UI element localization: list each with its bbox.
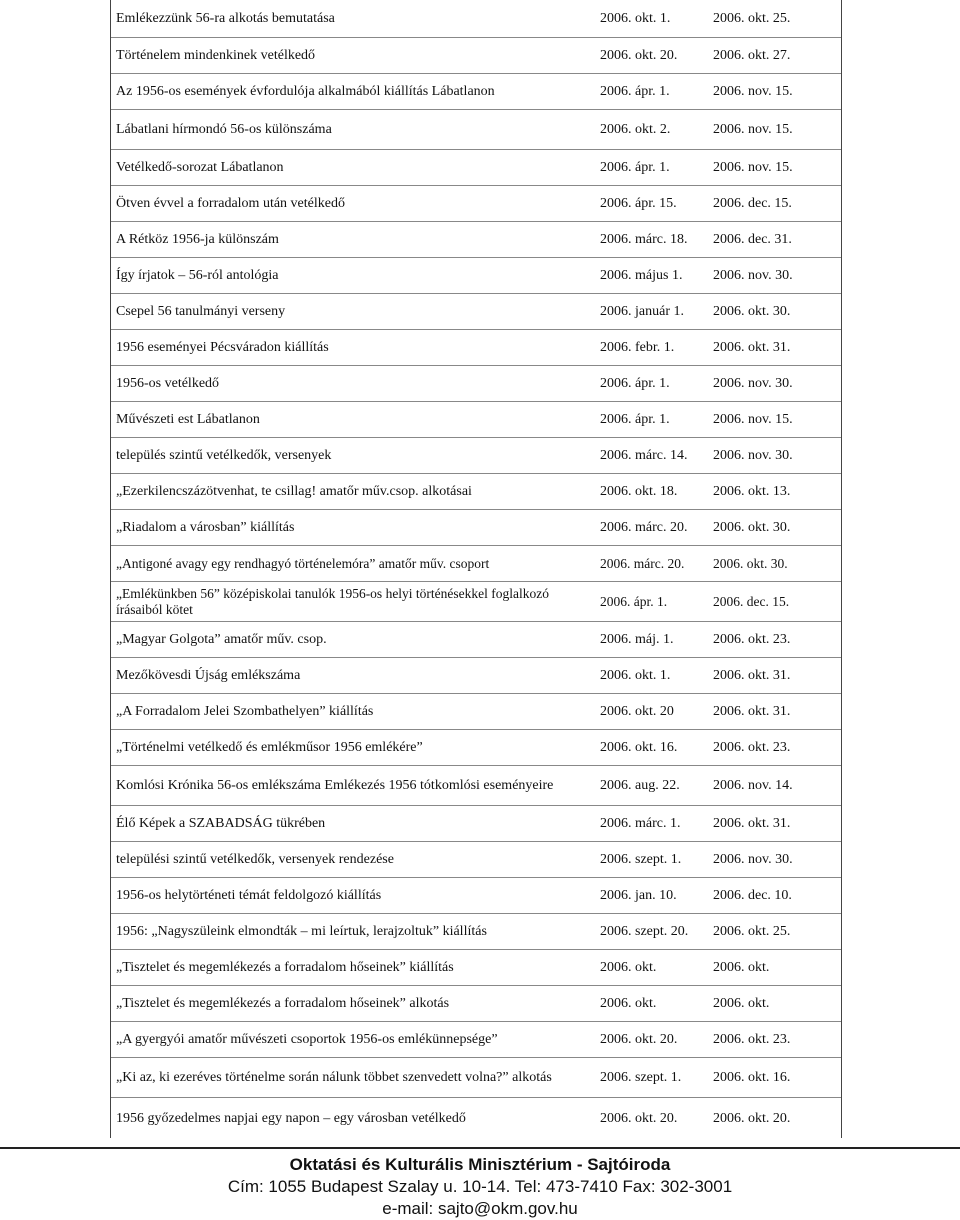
footer-email: e-mail: sajto@okm.gov.hu bbox=[382, 1199, 578, 1218]
event-end-date: 2006. okt. 20. bbox=[713, 1110, 791, 1126]
event-start-date: 2006. okt. 20. bbox=[600, 48, 678, 63]
event-start-date: 2006. márc. 20. bbox=[600, 520, 688, 535]
table-row bbox=[111, 510, 841, 546]
event-title: 1956-os helytörténeti témát feldolgozó kiállítás bbox=[116, 888, 382, 903]
event-end-date: 2006. okt. 16. bbox=[713, 1070, 791, 1085]
table-row bbox=[111, 766, 841, 806]
event-title: Így írjatok – 56-ról antológia bbox=[116, 268, 279, 283]
table-row bbox=[111, 0, 841, 38]
table-row bbox=[111, 74, 841, 110]
footer-address: Cím: 1055 Budapest Szalay u. 10-14. Tel: 473-7410 Fax: 302-3001 bbox=[227, 1177, 733, 1196]
event-end-date: 2006. okt. bbox=[713, 996, 770, 1011]
event-title: „Tisztelet és megemlékezés a forradalom hőseinek” alkotás bbox=[116, 996, 450, 1011]
event-title: Komlósi Krónika 56-os emlékszáma Emlékezés 1956 tótkomlósi eseményeire bbox=[116, 778, 554, 793]
table-row bbox=[111, 1058, 841, 1098]
event-title: Történelem mindenkinek vetélkedő bbox=[116, 48, 316, 63]
event-start-date: 2006. május 1. bbox=[600, 268, 683, 283]
event-start-date: 2006. okt. 20. bbox=[600, 1110, 678, 1126]
event-end-date: 2006. okt. 31. bbox=[713, 704, 791, 719]
event-start-date: 2006. máj. 1. bbox=[600, 632, 674, 647]
event-end-date: 2006. nov. 15. bbox=[713, 84, 793, 99]
event-end-date: 2006. nov. 15. bbox=[713, 122, 793, 137]
event-end-date: 2006. okt. 30. bbox=[713, 520, 791, 535]
event-title: „Magyar Golgota” amatőr műv. csop. bbox=[116, 632, 327, 647]
event-end-date: 2006. dec. 31. bbox=[713, 232, 792, 247]
footer-organization: Oktatási és Kulturális Minisztérium - Sajtóiroda bbox=[289, 1155, 671, 1174]
event-title: település szintű vetélkedők, versenyek bbox=[116, 448, 332, 463]
table-row bbox=[111, 842, 841, 878]
event-start-date: 2006. szept. 20. bbox=[600, 924, 689, 939]
event-start-date: 2006. febr. 1. bbox=[600, 340, 675, 355]
event-end-date: 2006. okt. 25. bbox=[713, 11, 791, 26]
event-title: Csepel 56 tanulmányi verseny bbox=[116, 304, 286, 319]
table-row bbox=[111, 694, 841, 730]
event-title: Élő Képek a SZABADSÁG tükrében bbox=[116, 816, 326, 831]
table-row bbox=[111, 878, 841, 914]
event-start-date: 2006. szept. 1. bbox=[600, 852, 682, 867]
event-end-date: 2006. okt. 23. bbox=[713, 1032, 791, 1047]
table-row bbox=[111, 582, 841, 622]
table-row bbox=[111, 402, 841, 438]
table-row bbox=[111, 330, 841, 366]
table-row bbox=[111, 806, 841, 842]
table-row bbox=[111, 258, 841, 294]
event-title: 1956 győzedelmes napjai egy napon – egy városban vetélkedő bbox=[116, 1110, 466, 1126]
event-start-date: 2006. okt. 1. bbox=[600, 668, 671, 683]
event-start-date: 2006. okt. 2. bbox=[600, 122, 671, 137]
table-row bbox=[111, 1098, 841, 1138]
event-start-date: 2006. ápr. 15. bbox=[600, 196, 677, 211]
table-row bbox=[111, 1022, 841, 1058]
event-start-date: 2006. okt. bbox=[600, 996, 657, 1011]
event-title: 1956 eseményei Pécsváradon kiállítás bbox=[116, 340, 329, 355]
event-start-date: 2006. okt. 16. bbox=[600, 740, 678, 755]
event-start-date: 2006. okt. 20 bbox=[600, 704, 674, 719]
event-start-date: 2006. okt. 18. bbox=[600, 484, 678, 499]
event-title: A Rétköz 1956-ja különszám bbox=[116, 232, 279, 247]
event-title: Ötven évvel a forradalom után vetélkedő bbox=[116, 196, 345, 211]
event-start-date: 2006. január 1. bbox=[600, 304, 684, 319]
event-title: Lábatlani hírmondó 56-os különszáma bbox=[116, 122, 332, 137]
table-row bbox=[111, 150, 841, 186]
table-row bbox=[111, 110, 841, 150]
event-title: „Antigoné avagy egy rendhagyó történelemóra” amatőr műv. csoport bbox=[116, 555, 490, 571]
event-start-date: 2006. okt. 1. bbox=[600, 11, 671, 26]
table-row bbox=[111, 950, 841, 986]
event-end-date: 2006. okt. 31. bbox=[713, 340, 791, 355]
event-end-date: 2006. okt. 30. bbox=[713, 304, 791, 319]
event-end-date: 2006. okt. 31. bbox=[713, 816, 791, 831]
event-start-date: 2006. márc. 18. bbox=[600, 232, 688, 247]
event-title: Vetélkedő-sorozat Lábatlanon bbox=[116, 160, 284, 175]
event-end-date: 2006. okt. 13. bbox=[713, 484, 791, 499]
event-end-date: 2006. nov. 30. bbox=[713, 448, 793, 463]
event-start-date: 2006. aug. 22. bbox=[600, 778, 680, 793]
event-title: Emlékezzünk 56-ra alkotás bemutatása bbox=[116, 11, 335, 26]
table-row bbox=[111, 914, 841, 950]
table-row bbox=[111, 474, 841, 510]
event-end-date: 2006. dec. 10. bbox=[713, 888, 792, 903]
event-title: „Tisztelet és megemlékezés a forradalom hőseinek” kiállítás bbox=[116, 960, 454, 975]
table-row bbox=[111, 658, 841, 694]
event-end-date: 2006. nov. 30. bbox=[713, 268, 793, 283]
event-end-date: 2006. dec. 15. bbox=[713, 196, 792, 211]
event-end-date: 2006. nov. 14. bbox=[713, 778, 793, 793]
table-row bbox=[111, 222, 841, 258]
event-start-date: 2006. márc. 1. bbox=[600, 816, 681, 831]
event-title: „Riadalom a városban” kiállítás bbox=[116, 520, 295, 535]
table-row bbox=[111, 366, 841, 402]
event-start-date: 2006. márc. 14. bbox=[600, 448, 688, 463]
event-end-date: 2006. okt. 30. bbox=[713, 555, 788, 571]
event-title: Művészeti est Lábatlanon bbox=[116, 412, 260, 427]
table-row bbox=[111, 186, 841, 222]
table-row bbox=[111, 38, 841, 74]
event-end-date: 2006. okt. 31. bbox=[713, 668, 791, 683]
table-row bbox=[111, 546, 841, 582]
event-end-date: 2006. okt. 23. bbox=[713, 740, 791, 755]
event-start-date: 2006. ápr. 1. bbox=[600, 160, 670, 175]
event-end-date: 2006. okt. 25. bbox=[713, 924, 791, 939]
table-row bbox=[111, 730, 841, 766]
event-title: „Emlékünkben 56” középiskolai tanulók 1956-os helyi történésekkel foglalkozó írásaiból kötet bbox=[116, 585, 550, 617]
event-start-date: 2006. jan. 10. bbox=[600, 888, 677, 903]
event-end-date: 2006. nov. 30. bbox=[713, 376, 793, 391]
event-end-date: 2006. okt. 23. bbox=[713, 632, 791, 647]
event-title: „A Forradalom Jelei Szombathelyen” kiállítás bbox=[116, 704, 374, 719]
table-row bbox=[111, 438, 841, 474]
event-start-date: 2006. márc. 20. bbox=[600, 555, 685, 571]
event-start-date: 2006. ápr. 1. bbox=[600, 412, 670, 427]
table-row bbox=[111, 294, 841, 330]
event-title: „A gyergyói amatőr művészeti csoportok 1956-os emlékünnepsége” bbox=[116, 1032, 498, 1047]
event-start-date: 2006. okt. bbox=[600, 960, 657, 975]
event-title: Mezőkövesdi Újság emlékszáma bbox=[116, 668, 301, 683]
event-end-date: 2006. nov. 15. bbox=[713, 412, 793, 427]
event-start-date: 2006. ápr. 1. bbox=[600, 376, 670, 391]
table-row bbox=[111, 986, 841, 1022]
footer bbox=[0, 1147, 960, 1220]
event-start-date: 2006. szept. 1. bbox=[600, 1070, 682, 1085]
events-table bbox=[110, 0, 842, 1138]
event-end-date: 2006. okt. 27. bbox=[713, 48, 791, 63]
event-title: települési szintű vetélkedők, versenyek rendezése bbox=[116, 852, 394, 867]
table-row bbox=[111, 622, 841, 658]
event-start-date: 2006. ápr. 1. bbox=[600, 84, 670, 99]
event-start-date: 2006. okt. 20. bbox=[600, 1032, 678, 1047]
event-end-date: 2006. dec. 15. bbox=[713, 593, 790, 609]
event-title: „Történelmi vetélkedő és emlékműsor 1956 emlékére” bbox=[116, 740, 423, 755]
event-end-date: 2006. nov. 30. bbox=[713, 852, 793, 867]
event-end-date: 2006. okt. bbox=[713, 960, 770, 975]
event-title: 1956-os vetélkedő bbox=[116, 376, 220, 391]
event-title: 1956: „Nagyszüleink elmondták – mi leírtuk, lerajzoltuk” kiállítás bbox=[116, 924, 487, 939]
event-title: Az 1956-os események évfordulója alkalmából kiállítás Lábatlanon bbox=[116, 84, 495, 99]
event-start-date: 2006. ápr. 1. bbox=[600, 593, 668, 609]
event-end-date: 2006. nov. 15. bbox=[713, 160, 793, 175]
event-title: „Ki az, ki ezeréves történelme során nálunk többet szenvedett volna?” alkotás bbox=[116, 1070, 552, 1085]
event-title: „Ezerkilencszázötvenhat, te csillag! amatőr műv.csop. alkotásai bbox=[116, 484, 472, 499]
